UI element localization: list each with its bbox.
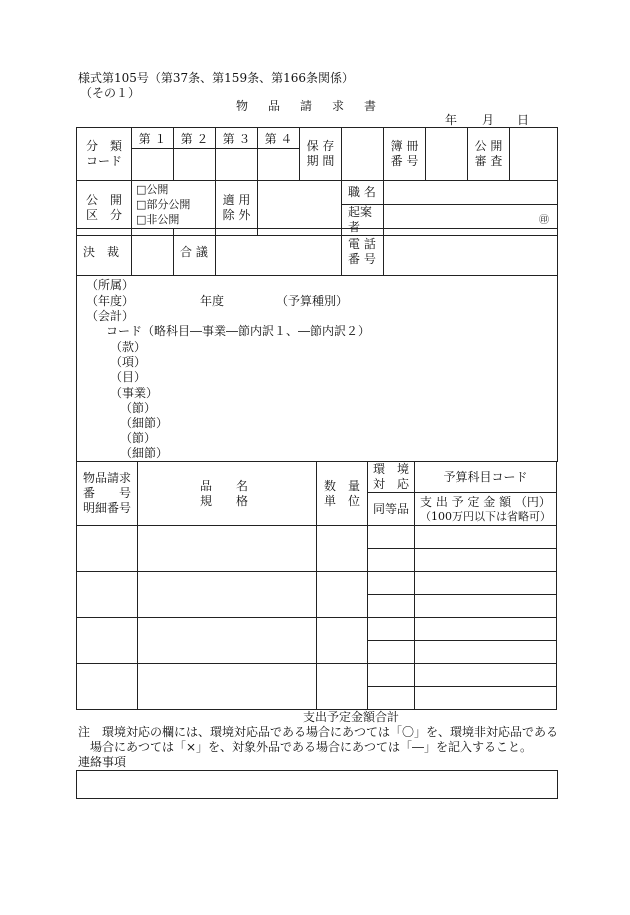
item-row-1-amount[interactable] <box>415 549 557 572</box>
item-row-1-number[interactable] <box>77 526 138 572</box>
items-header-equivalent: 同等品 <box>368 493 415 526</box>
kokai-shinsa-field[interactable] <box>510 128 558 181</box>
setsu-label-2: （節） <box>120 431 157 445</box>
item-row-3-quantity[interactable] <box>317 618 368 664</box>
note-line-1: 注 環境対応の欄には、環境対応品である場合にあつては「〇」を、環境非対応品である <box>78 725 559 739</box>
shokumei-field[interactable] <box>384 181 558 205</box>
jigyo-label: （事業） <box>110 386 159 400</box>
item-row-1-equivalent[interactable] <box>368 549 415 572</box>
item-row-1-code[interactable] <box>415 526 557 549</box>
item-row-3-equivalent[interactable] <box>368 641 415 664</box>
item-row-2-name[interactable] <box>138 572 317 618</box>
items-table <box>76 461 557 710</box>
date-year: 年 <box>445 113 458 127</box>
page-title: 物 品 請 求 書 <box>236 99 381 113</box>
renraku-label: 連絡事項 <box>78 755 127 769</box>
classification-table <box>76 127 558 181</box>
setsu-label-1: （節） <box>120 401 157 415</box>
item-row-4-equivalent[interactable] <box>368 687 415 710</box>
kokai-kubun-label: 公 開 区 分 <box>77 181 132 236</box>
saisetsu-label-2: （細節） <box>120 446 169 460</box>
option-bubun-kokai[interactable]: □部分公開 <box>136 198 191 211</box>
seal-mark: ㊞ <box>539 215 549 226</box>
item-row-4-code[interactable] <box>415 664 557 687</box>
ko-label: （項） <box>110 355 147 369</box>
items-header-budget-code: 予算科目コード <box>415 462 557 493</box>
dai-divider <box>131 148 299 149</box>
yosan-shubetsu-label: （予算種別） <box>276 294 349 308</box>
option-kokai[interactable]: □公開 <box>136 183 169 196</box>
items-header-env: 環 境 対 応 <box>368 462 415 493</box>
dai2-cell[interactable] <box>174 128 216 181</box>
bunrui-code-label: 分 類 コード <box>77 128 132 181</box>
saisetsu-label-1: （細節） <box>120 416 169 430</box>
kaikei-label: （会計） <box>86 309 135 323</box>
shokumei-label: 職 名 <box>342 181 384 205</box>
item-row-2-quantity[interactable] <box>317 572 368 618</box>
kokai-shinsa-label: 公 開 審 査 <box>468 128 510 181</box>
items-header-name: 品 名 規 格 <box>138 462 317 526</box>
item-row-2-number[interactable] <box>77 572 138 618</box>
dai4-cell[interactable] <box>258 128 300 181</box>
item-row-2-equivalent[interactable] <box>368 595 415 618</box>
hozon-kikan-field[interactable] <box>342 128 384 181</box>
bosatsu-bango-field[interactable] <box>426 128 468 181</box>
nendo-label: （年度） <box>86 294 135 308</box>
kessai-field[interactable] <box>132 229 174 276</box>
shozoku-label: （所属） <box>86 278 135 292</box>
kessai-label: 決 裁 <box>77 229 132 276</box>
dai3-cell[interactable] <box>216 128 258 181</box>
dai1-cell[interactable] <box>132 128 174 181</box>
item-row-2-amount[interactable] <box>415 595 557 618</box>
item-row-4-quantity[interactable] <box>317 664 368 710</box>
dai4-label: 第 ４ <box>264 132 293 146</box>
denwa-bango-field[interactable] <box>384 229 558 276</box>
item-row-4-amount[interactable] <box>415 687 557 710</box>
item-row-1-name[interactable] <box>138 526 317 572</box>
date-month: 月 <box>482 113 495 127</box>
item-row-4-name[interactable] <box>138 664 317 710</box>
renraku-field[interactable] <box>76 770 558 799</box>
denwa-bango-label: 電 話 番 号 <box>342 229 384 276</box>
code-label: コード（略科目―事業―節内訳１、―節内訳２） <box>106 324 371 338</box>
dai3-label: 第 ３ <box>222 132 251 146</box>
dai1-label: 第 １ <box>138 132 167 146</box>
item-row-3-code[interactable] <box>415 618 557 641</box>
item-row-2-code[interactable] <box>415 572 557 595</box>
nendo-suffix: 年度 <box>200 294 225 308</box>
kessai-table <box>76 228 558 276</box>
items-header-quantity: 数 量 単 位 <box>317 462 368 526</box>
moku-label: （目） <box>110 370 147 384</box>
aigi-label: 合 議 <box>174 229 216 276</box>
form-number: 様式第105号（第37条、第159条、第166条関係） <box>78 71 354 85</box>
item-row-4-number[interactable] <box>77 664 138 710</box>
aigi-field[interactable] <box>216 229 342 276</box>
item-row-3-amount[interactable] <box>415 641 557 664</box>
item-row-4-env[interactable] <box>368 664 415 687</box>
total-label: 支出予定金額合計 <box>303 710 400 724</box>
kianja-label: 起案者 <box>342 205 384 236</box>
date-day: 日 <box>517 113 530 127</box>
form-part: （その１） <box>80 86 141 100</box>
item-row-1-env[interactable] <box>368 526 415 549</box>
item-row-1-quantity[interactable] <box>317 526 368 572</box>
tekiyo-jogai-label: 適 用 除 外 <box>216 181 258 236</box>
bosatsu-bango-label: 簿 冊 番 号 <box>384 128 426 181</box>
items-header-number: 物品請求 番 号 明細番号 <box>77 462 138 526</box>
note-line-2: 場合にあつては「×」を、対象外品である場合にあつては「―」を記入すること。 <box>90 740 533 754</box>
kan-label: （款） <box>110 340 147 354</box>
option-hikokai[interactable]: □非公開 <box>136 213 180 226</box>
dai2-label: 第 ２ <box>180 132 209 146</box>
item-row-3-name[interactable] <box>138 618 317 664</box>
item-row-3-number[interactable] <box>77 618 138 664</box>
hozon-kikan-label: 保 存 期 間 <box>300 128 342 181</box>
items-header-amount: 支 出 予 定 金 額 （円） （100万円以下は省略可） <box>415 493 557 526</box>
item-row-2-env[interactable] <box>368 572 415 595</box>
item-row-3-env[interactable] <box>368 618 415 641</box>
